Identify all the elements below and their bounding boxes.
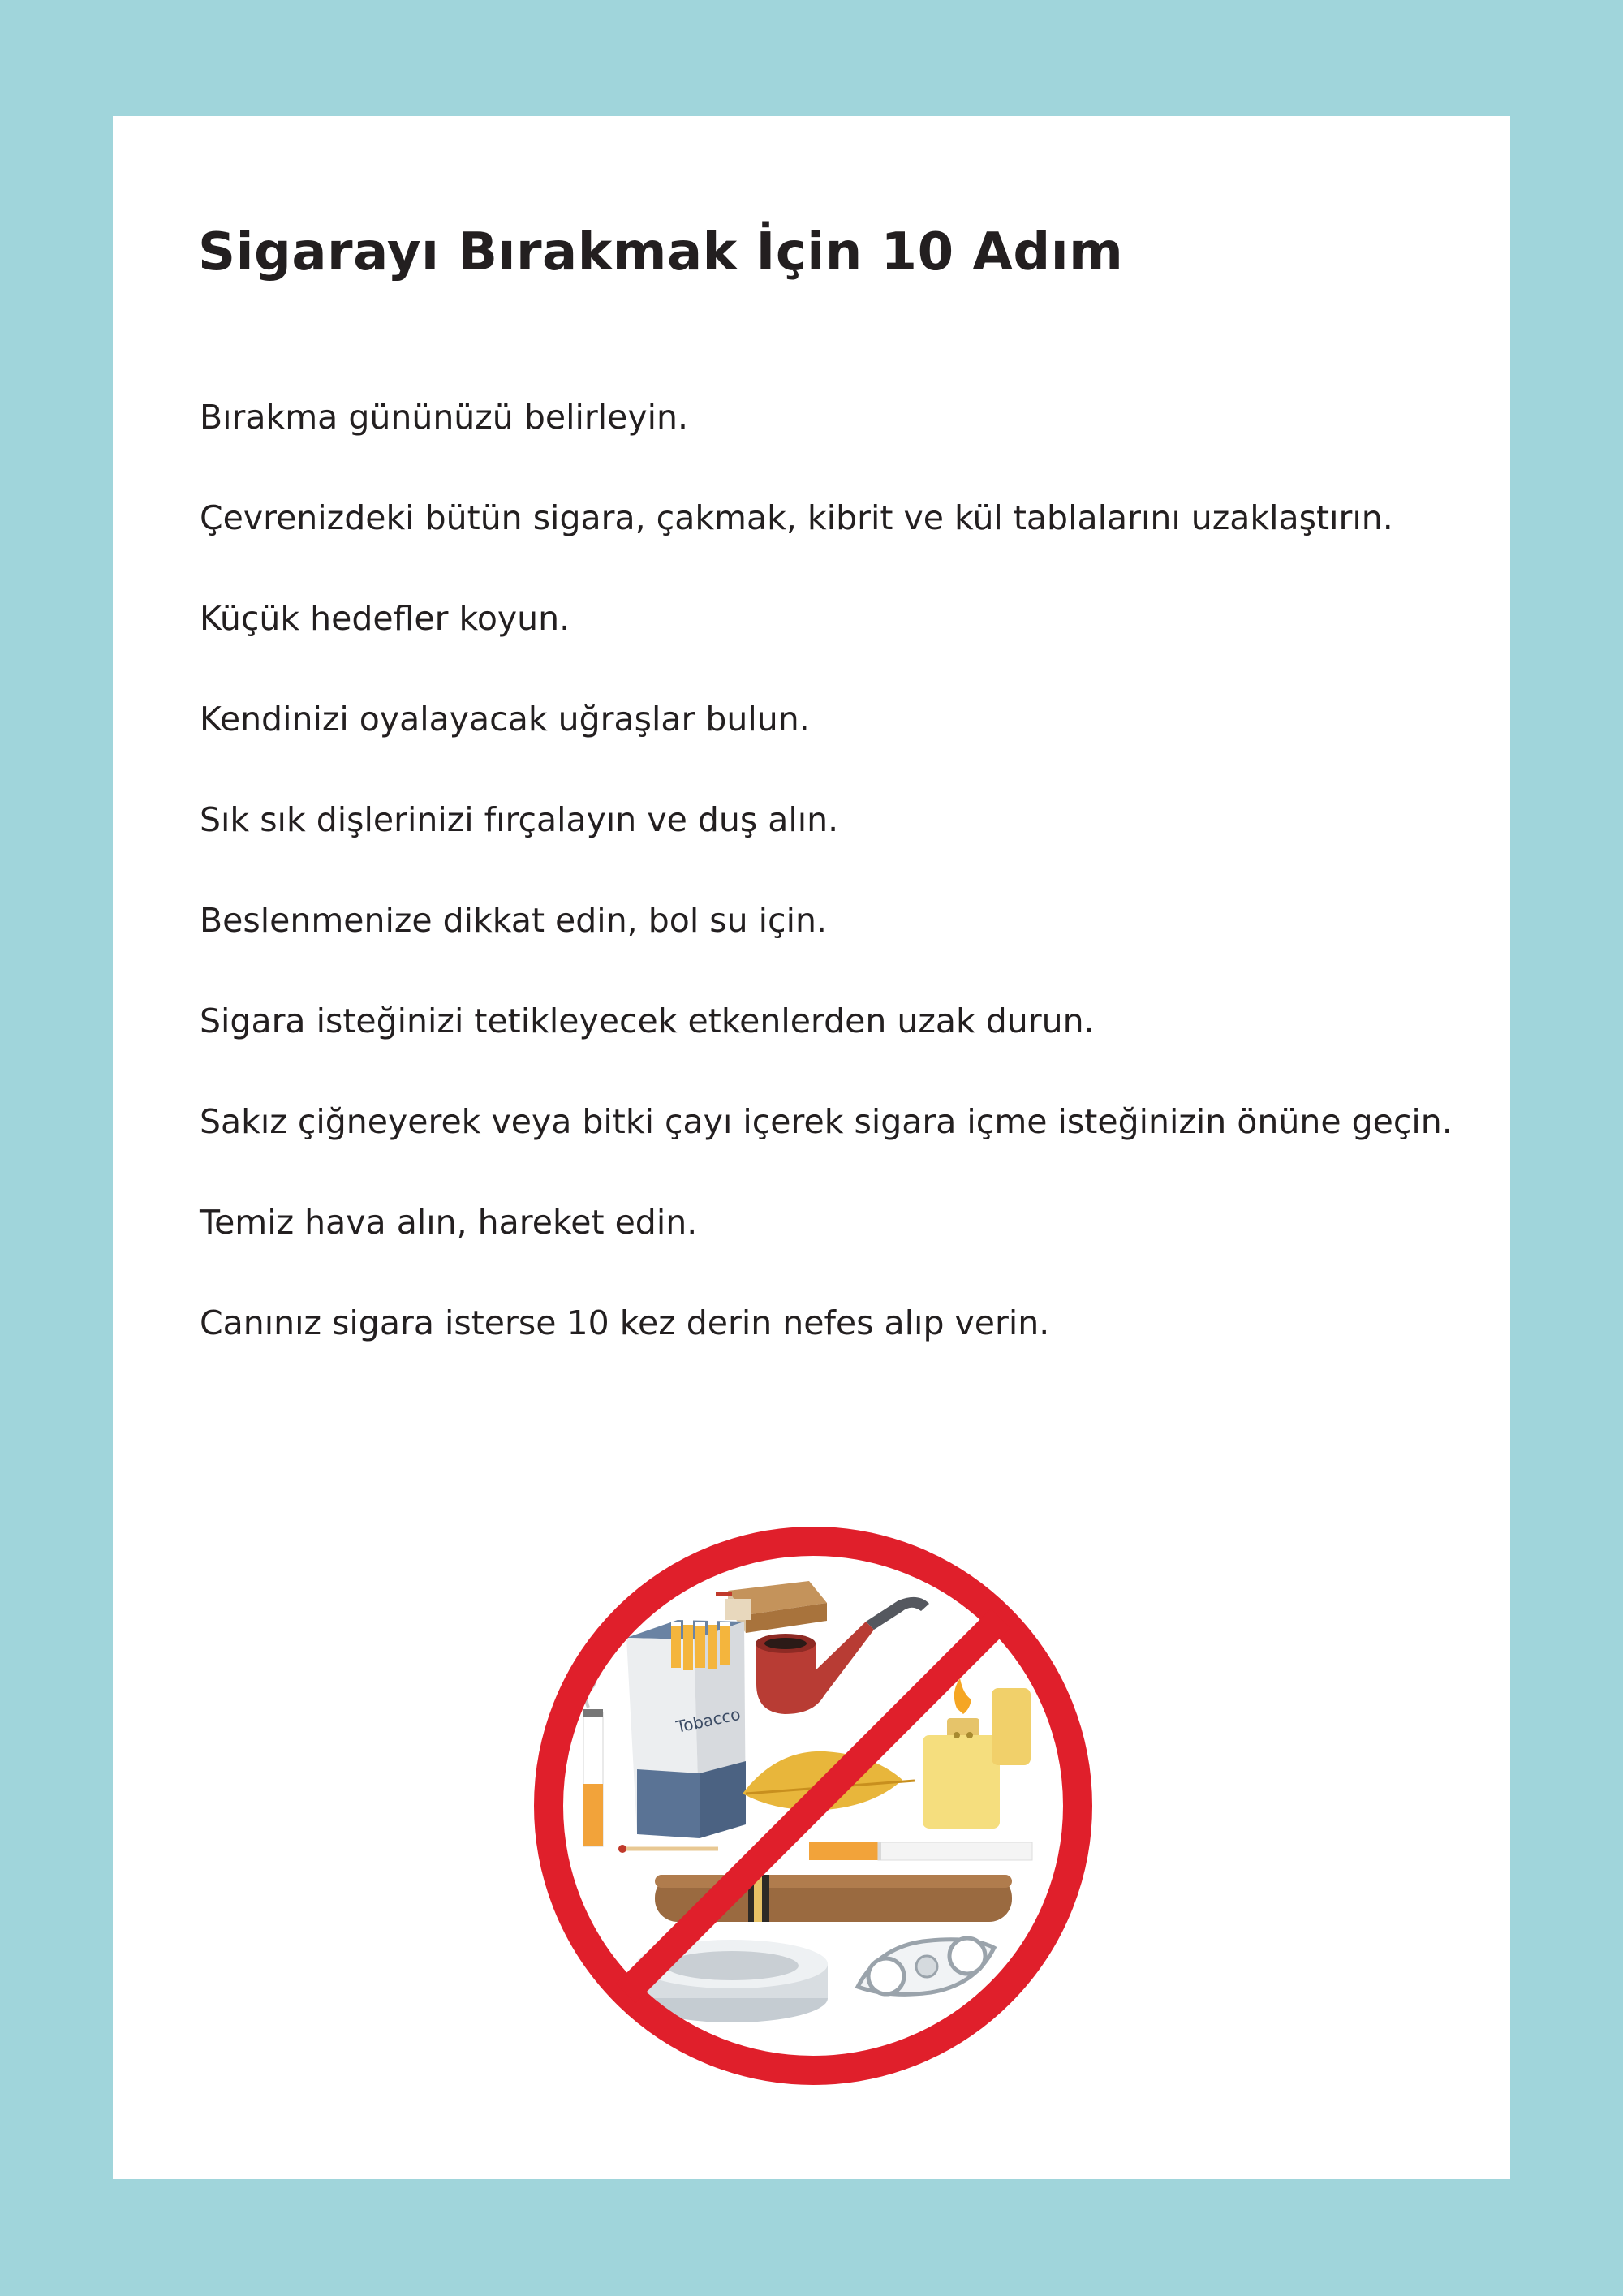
pack-label: Tobacco — [674, 1704, 743, 1737]
step-item: Bırakma gününüzü belirleyin. — [200, 398, 689, 437]
step-item: Kendinizi oyalayacak uğraşlar bulun. — [200, 700, 810, 739]
step-item: Temiz hava alın, hareket edin. — [200, 1203, 698, 1242]
step-item: Küçük hedefler koyun. — [200, 599, 570, 638]
step-item: Canınız sigara isterse 10 kez derin nefes alıp verin. — [200, 1303, 1050, 1342]
no-smoking-illustration — [533, 1526, 1093, 2086]
cigarette-horizontal-icon — [809, 1842, 1032, 1860]
step-item: Sigara isteğinizi tetikleyecek etkenlerden uzak durun. — [200, 1002, 1095, 1040]
step-item: Beslenmenize dikkat edin, bol su için. — [200, 901, 827, 940]
match-icon — [618, 1845, 718, 1853]
step-item: Çevrenizdeki bütün sigara, çakmak, kibrit ve kül tablalarını uzaklaştırın. — [200, 498, 1393, 537]
lighter-icon — [923, 1678, 1031, 1829]
step-item: Sık sık dişlerinizi fırçalayın ve duş alın. — [200, 800, 839, 839]
steps-list — [200, 392, 1466, 1398]
content-card — [113, 116, 1510, 2179]
step-item: Sakız çiğneyerek veya bitki çayı içerek sigara içme isteğinizin önüne geçin. — [200, 1102, 1453, 1141]
cigar-cutter-icon — [858, 1938, 994, 1994]
page-title: Sigarayı Bırakmak İçin 10 Adım — [198, 222, 1124, 282]
cigarette-pack-icon — [626, 1620, 746, 1838]
